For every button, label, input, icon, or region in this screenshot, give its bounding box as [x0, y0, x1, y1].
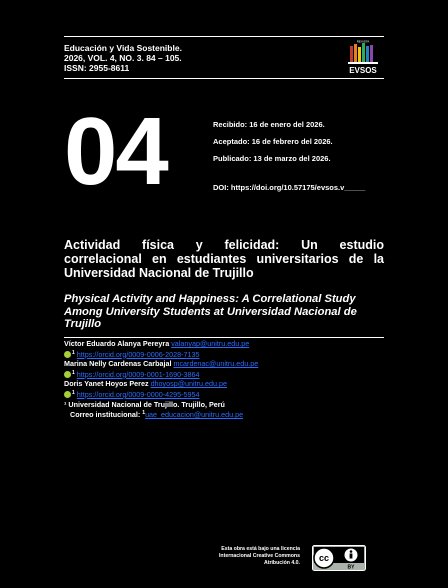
affiliation-sup: 1 [72, 369, 75, 376]
contact-sup: 1 [142, 410, 146, 417]
title-english: Physical Activity and Happiness: A Correlational Study Among University Students at Universidad Nacional de Trujillo [64, 293, 357, 330]
date-published: Publicado: 13 de marzo del 2026. [213, 154, 331, 163]
author-email-link[interactable]: valanyap@unitru.edu.pe [171, 339, 250, 348]
orcid-link[interactable]: https://orcid.org/0009-0006-2028-7135 [76, 349, 200, 359]
date-received: Recibido: 16 de enero del 2026. [213, 120, 325, 129]
journal-name: Educación y Vida Sostenible. [64, 43, 182, 53]
contact-label: Correo institucional: [70, 410, 143, 420]
author-name: Víctor Eduardo Alanya Pereyra [64, 339, 170, 348]
title-es-line1: Actividad física y felicidad: Un estudio [64, 238, 384, 252]
svg-text:REVISTA: REVISTA [356, 40, 370, 44]
author-3-orcid [64, 389, 384, 400]
doi: DOI: https://doi.org/10.57175/evsos.v_____ [213, 183, 366, 192]
author-3 [64, 379, 384, 389]
top-rule [64, 36, 384, 37]
author-email-link[interactable]: dhoyosp@unitru.edu.pe [150, 379, 227, 389]
date-accepted: Aceptado: 16 de febrero del 2026. [213, 137, 333, 146]
journal-issue: 2026, VOL. 4, NO. 3. 84 – 105. [64, 53, 182, 63]
title-es-line3: Universidad Nacional de Trujillo [64, 266, 254, 280]
author-name: Doris Yanet Hoyos Perez [64, 379, 149, 389]
orcid-icon [64, 371, 71, 378]
orcid-icon [64, 351, 71, 358]
article-dates [213, 116, 333, 167]
author-1 [64, 339, 384, 349]
author-2-orcid [64, 369, 384, 380]
svg-text:BY: BY [347, 564, 355, 571]
svg-text:cc: cc [318, 553, 330, 563]
journal-logo [344, 40, 382, 76]
cc-by-badge[interactable] [312, 545, 366, 571]
contact-email-link[interactable]: uae_educacion@unitru.edu.pe [145, 410, 244, 420]
authors-block [64, 339, 384, 420]
title-spanish [64, 238, 384, 280]
affiliation-sup: 1 [72, 349, 75, 356]
author-email-link[interactable]: mcardenac@unitru.edu.pe [173, 359, 259, 369]
author-2 [64, 359, 384, 369]
header-rule [64, 78, 384, 79]
orcid-link[interactable]: https://orcid.org/0009-0001-1690-3864 [76, 369, 200, 379]
contact [64, 409, 384, 420]
affiliation: ¹ Universidad Nacional de Trujillo. Trujillo, Perú [64, 399, 225, 409]
orcid-link[interactable]: https://orcid.org/0009-0000-4295-5954 [76, 389, 200, 399]
article-number: 04 [64, 98, 167, 205]
license-line1: Esta obra está bajo una licencia [221, 546, 300, 552]
journal-issn: ISSN: 2955-8611 [64, 63, 130, 73]
journal-header [64, 43, 182, 73]
license-text [200, 546, 300, 567]
license-line3: Atribución 4.0. [263, 560, 300, 566]
orcid-icon [64, 391, 71, 398]
author-name: Marina Nelly Cardenas Carbajal [64, 359, 172, 369]
authors-rule [64, 337, 384, 338]
author-1-orcid [64, 349, 384, 360]
svg-text:EVSOS: EVSOS [349, 66, 377, 75]
license-line2: Internacional Creative Commons [218, 553, 300, 559]
affiliation-sup: 1 [72, 389, 75, 396]
title-es-line2: correlacional en estudiantes universitarios de la [64, 252, 384, 266]
